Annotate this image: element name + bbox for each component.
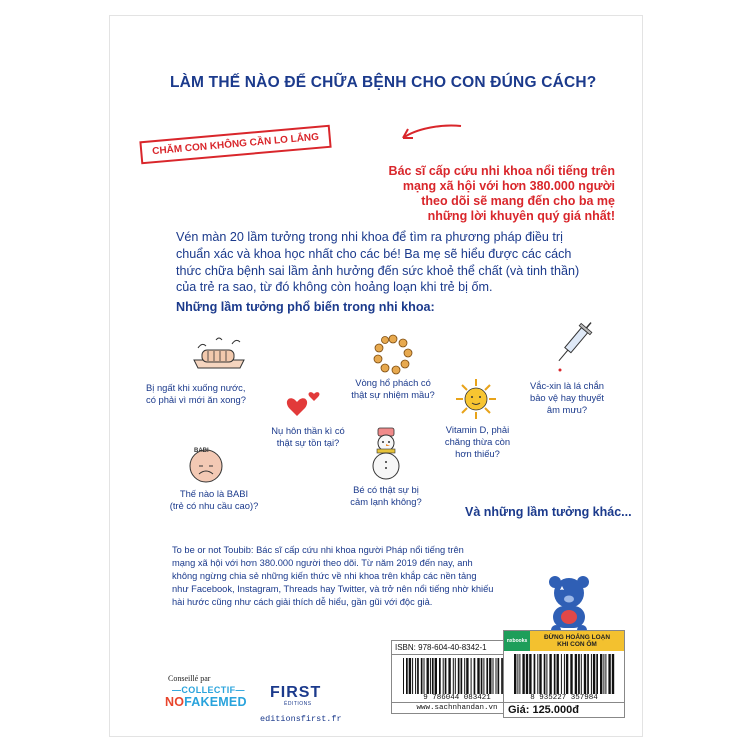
barcode-bar bbox=[481, 658, 483, 694]
myth-caption-line: cảm lạnh không? bbox=[350, 496, 422, 507]
bio-line: như Facebook, Instagram, Threads hay Twitter, và trở nên nổi tiếng nhờ khiếu bbox=[172, 584, 494, 594]
barcode-bar bbox=[584, 654, 586, 694]
tagline-line: theo dõi sẽ mang đến cho ba mẹ bbox=[421, 194, 615, 208]
syringe-icon bbox=[553, 316, 593, 372]
barcode-bar bbox=[554, 654, 556, 694]
amber-necklace-icon bbox=[372, 334, 414, 376]
myth-caption-line: Thế nào là BABI bbox=[179, 488, 249, 499]
myth-caption-line: thật sự nhiệm mầu? bbox=[351, 389, 435, 400]
barcode-bar bbox=[496, 658, 497, 694]
first-editions-label: ÉDITIONS bbox=[284, 701, 312, 707]
myth-caption-line: Nụ hôn thần kì có bbox=[271, 425, 345, 436]
myth-caption-line: thật sự tồn tại? bbox=[276, 437, 340, 448]
barcode-bar bbox=[561, 654, 562, 694]
barcode-bar bbox=[575, 654, 577, 694]
barcode-bar bbox=[471, 658, 472, 694]
barcode-bar bbox=[409, 658, 411, 694]
barcode-bar bbox=[435, 658, 437, 694]
nofakemed-suffix: FAKEMED bbox=[184, 695, 247, 709]
barcode-bar bbox=[603, 654, 604, 694]
stamp-badge: CHĂM CON KHÔNG CẦN LO LẮNG bbox=[139, 125, 331, 165]
myth-caption-line: Vắc-xin là lá chắn bbox=[530, 380, 604, 391]
isbn-digits: 9 786044 083421 bbox=[423, 694, 491, 702]
bear-mascot-icon bbox=[542, 573, 596, 635]
intro-line: thức chữa bệnh sai lầm ảnh hưởng đến sức khoẻ thể chất (và tinh thần) bbox=[176, 263, 580, 278]
bio-line: không ngừng chia sẻ những kiến thức về nhi khoa trên khắp các nền tảng bbox=[172, 571, 477, 581]
tagline-line: những lời khuyên quý giá nhất! bbox=[427, 209, 615, 223]
sun-icon bbox=[455, 378, 497, 420]
barcode-bar bbox=[537, 654, 538, 694]
barcode-bar bbox=[474, 658, 476, 694]
price-title-line: KHI CON ỐM bbox=[557, 641, 597, 648]
isbn-barcode bbox=[401, 658, 513, 694]
barcode-bar bbox=[519, 654, 520, 694]
hearts-icon bbox=[285, 388, 325, 418]
barcode-bar bbox=[587, 654, 589, 694]
barcode-bar bbox=[421, 658, 423, 694]
myth-caption bbox=[343, 377, 443, 401]
conseille-label: Conseillé par bbox=[168, 674, 211, 683]
barcode-bar bbox=[461, 658, 463, 694]
barcode-bar bbox=[612, 654, 614, 694]
barcode-bar bbox=[427, 658, 429, 694]
barcode-bar bbox=[529, 654, 531, 694]
myth-caption bbox=[517, 380, 617, 416]
barcode-bar bbox=[566, 654, 568, 694]
intro-line: chuẩn xác và khoa học nhất cho các bé! Ba mẹ sẽ hiểu được các cách bbox=[176, 246, 572, 261]
baked-dish-icon bbox=[188, 334, 250, 374]
barcode-bar bbox=[412, 658, 413, 694]
barcode-bar bbox=[546, 654, 547, 694]
barcode-bar bbox=[578, 654, 580, 694]
nofakemed-logo bbox=[165, 695, 247, 709]
snowman-icon bbox=[366, 426, 406, 482]
barcode-bar bbox=[439, 658, 441, 694]
tagline-line: mạng xã hội với hơn 380.000 người bbox=[402, 179, 615, 193]
barcode-bar bbox=[443, 658, 444, 694]
barcode-bar bbox=[445, 658, 447, 694]
price-label: Giá: 125.000đ bbox=[504, 702, 624, 717]
barcode-bar bbox=[448, 658, 450, 694]
myth-caption-line: âm mưu? bbox=[546, 404, 588, 415]
barcode-bar bbox=[591, 654, 592, 694]
barcode-bar bbox=[417, 658, 419, 694]
barcode-bar bbox=[486, 658, 488, 694]
barcode-bar bbox=[544, 654, 546, 694]
author-bio bbox=[172, 544, 567, 609]
barcode-bar bbox=[608, 654, 610, 694]
myth-caption-line: chăng thừa còn bbox=[444, 436, 511, 447]
intro-line: của trẻ ra sao, từ đó không còn hoảng loạn khi trẻ bị ốm. bbox=[176, 280, 493, 295]
collectif-text: COLLECTIF bbox=[181, 685, 236, 695]
barcode-bar bbox=[534, 654, 536, 694]
book-back-cover bbox=[109, 15, 643, 737]
price-box-title bbox=[530, 634, 624, 649]
myth-caption bbox=[430, 424, 525, 460]
barcode-bar bbox=[570, 654, 572, 694]
barcode-bar bbox=[432, 658, 434, 694]
first-website: editionsfirst.fr bbox=[260, 714, 342, 724]
myth-caption-line: (trẻ có nhu cầu cao)? bbox=[169, 500, 259, 511]
barcode-bar bbox=[406, 658, 408, 694]
barcode-bar bbox=[549, 654, 551, 694]
distributor-logo: nxbooks bbox=[504, 631, 530, 651]
more-myths-text: Và những lầm tưởng khác... bbox=[465, 505, 632, 519]
myth-caption-line: Bé có thật sự bị bbox=[353, 484, 419, 495]
price-barcode bbox=[512, 654, 616, 694]
barcode-bar bbox=[415, 658, 416, 694]
myth-caption bbox=[146, 382, 266, 406]
barcode-bar bbox=[464, 658, 465, 694]
myths-heading: Những lầm tưởng phổ biến trong nhi khoa: bbox=[176, 300, 435, 314]
barcode-bar bbox=[600, 654, 602, 694]
price-barcode-digits: 8 935227 357984 bbox=[530, 694, 598, 702]
price-title-line: ĐỪNG HOẢNG LOẠN bbox=[543, 633, 611, 641]
intro-paragraph bbox=[176, 229, 606, 296]
myth-caption-line: bảo vệ hay thuyết bbox=[529, 392, 604, 403]
barcode-bar bbox=[453, 658, 454, 694]
myth-caption-line: Vòng hổ phách có bbox=[355, 377, 431, 388]
myth-caption bbox=[164, 488, 264, 512]
barcode-bar bbox=[557, 654, 559, 694]
barcode-bar bbox=[458, 658, 460, 694]
publisher-website: www.sachnhandan.vn bbox=[392, 702, 522, 713]
arrow-icon bbox=[395, 118, 465, 148]
barcode-bar bbox=[526, 654, 528, 694]
barcode-bar bbox=[477, 658, 479, 694]
barcode-bar bbox=[596, 654, 598, 694]
barcode-bar bbox=[424, 658, 425, 694]
barcode-bar bbox=[581, 654, 582, 694]
nofakemed-prefix: NO bbox=[165, 695, 185, 709]
barcode-bar bbox=[430, 658, 431, 694]
barcode-bar bbox=[403, 658, 404, 694]
bio-line: mạng xã hội với hơn 380.000 người theo dõi. Từ năm 2019 đến nay, anh bbox=[172, 558, 473, 568]
barcode-bar bbox=[455, 658, 456, 694]
myth-caption-line: Bị ngất khi xuống nước, bbox=[146, 382, 246, 393]
barcode-bar bbox=[539, 654, 541, 694]
headline: LÀM THẾ NÀO ĐỂ CHỮA BỆNH CHO CON ĐÚNG CÁCH? bbox=[170, 74, 597, 91]
myth-caption-line: có phải vì mới ăn xong? bbox=[146, 394, 246, 405]
collectif-logo: —COLLECTIF— bbox=[172, 685, 245, 695]
myth-caption bbox=[336, 484, 436, 508]
price-box-header bbox=[504, 631, 624, 651]
barcode-bar bbox=[522, 654, 524, 694]
price-barcode-box bbox=[503, 630, 625, 718]
myth-caption-line: Vitamin D, phải bbox=[445, 424, 510, 435]
tagline bbox=[380, 164, 615, 224]
barcode-bar bbox=[493, 658, 494, 694]
barcode-bar bbox=[517, 654, 518, 694]
bio-line: To be or not Toubib: Bác sĩ cấp cứu nhi khoa người Pháp nổi tiếng trên bbox=[172, 545, 464, 555]
tagline-line: Bác sĩ cấp cứu nhi khoa nổi tiếng trên bbox=[388, 164, 615, 178]
barcode-bar bbox=[593, 654, 595, 694]
barcode-bar bbox=[564, 654, 565, 694]
barcode-bar bbox=[498, 658, 500, 694]
barcode-bar bbox=[605, 654, 606, 694]
babi-badge: BABI bbox=[194, 448, 209, 454]
isbn-label: ISBN: 978-604-40-8342-1 bbox=[392, 641, 522, 655]
first-logo: FIRST bbox=[270, 684, 322, 701]
barcode-bar bbox=[483, 658, 484, 694]
barcode-bar bbox=[489, 658, 491, 694]
myth-caption bbox=[258, 425, 358, 449]
bio-line: hài hước cũng như cách giải thích dễ hiểu, gần gũi với độc giả. bbox=[172, 597, 433, 607]
barcode-bar bbox=[466, 658, 468, 694]
myth-caption-line: hơn thiếu? bbox=[455, 448, 500, 459]
intro-line: Vén màn 20 lầm tưởng trong nhi khoa để tìm ra phương pháp điều trị bbox=[176, 230, 563, 244]
barcode-bar bbox=[514, 654, 516, 694]
